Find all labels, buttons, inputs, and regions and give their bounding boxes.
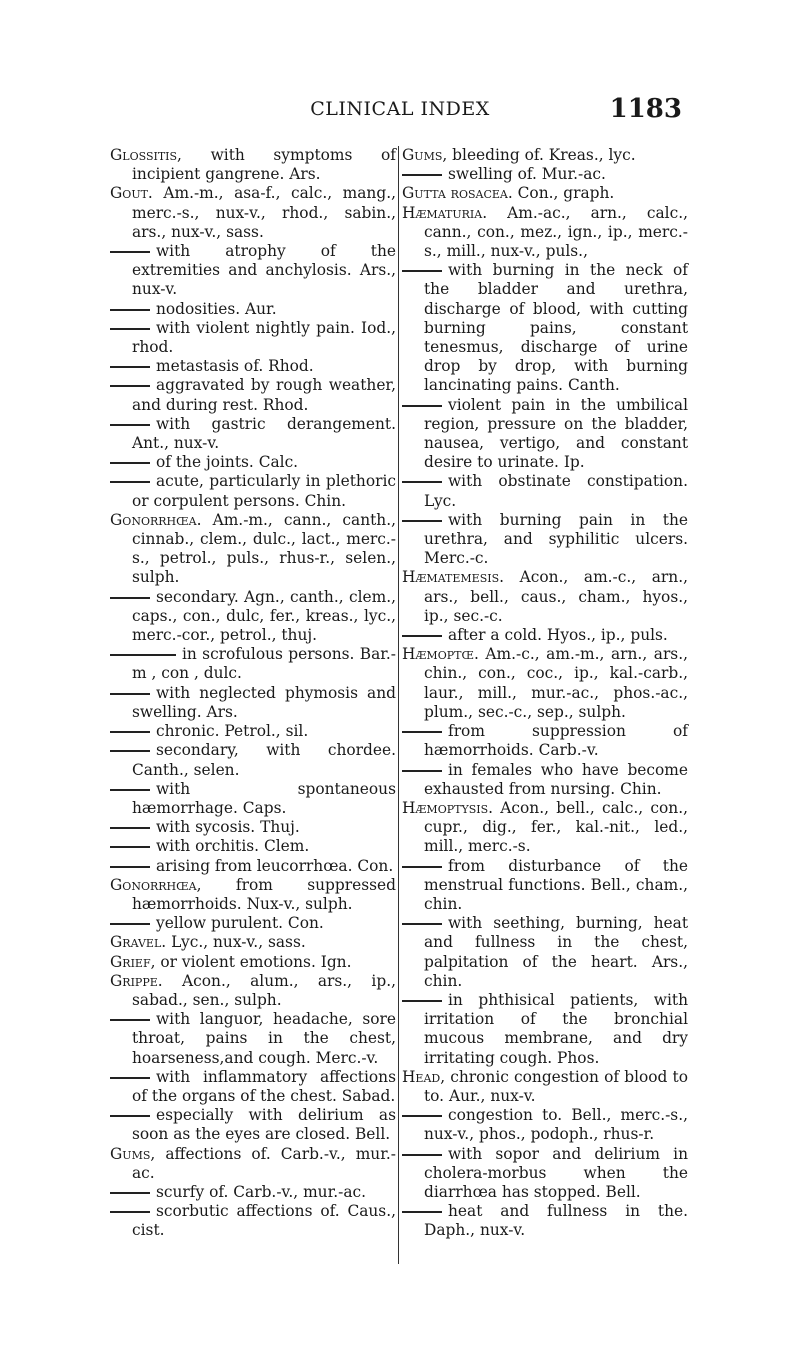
index-subentry — [110, 588, 396, 646]
entry-text: or violent emotions. Ign. — [160, 952, 352, 971]
entry-text: acute, particularly in plethoric or corpulent persons. Chin. — [132, 472, 396, 510]
entry-text: in scrofulous persons. Bar.-m , con , dulc. — [132, 645, 396, 683]
index-subentry — [402, 991, 688, 1068]
ditto-dash — [110, 462, 150, 464]
entry-text: with seething, burning, heat and fullness in the chest, palpitation of the heart. Ars., chin. — [424, 914, 688, 990]
entry-text: with obstinate constipation. Lyc. — [424, 472, 688, 510]
ditto-dash — [402, 635, 442, 637]
entry-text: violent pain in the umbilical region, pressure on the bladder, nausea, vertigo, and constant desire to urinate. Ip. — [424, 395, 688, 472]
ditto-dash — [110, 597, 150, 599]
entry-text: with languor, headache, sore throat, pains in the chest, hoarseness,and cough. Merc.-v. — [132, 1010, 396, 1067]
entry-text: bleeding of. Kreas., lyc. — [452, 146, 636, 164]
ditto-dash — [110, 309, 150, 311]
entry-text: swelling of. Mur.-ac. — [448, 165, 606, 184]
entry-text: metastasis of. Rhod. — [156, 357, 314, 376]
index-subentry — [110, 1010, 396, 1068]
index-entry — [110, 953, 396, 972]
index-entry — [110, 1145, 396, 1183]
ditto-dash — [110, 846, 150, 848]
entry-text: with inflammatory affections of the organs of the chest. Sabad. — [132, 1067, 396, 1105]
ditto-dash — [402, 270, 442, 272]
index-subentry — [110, 1202, 396, 1240]
entry-text: with gastric derangement. Ant., nux-v. — [132, 414, 396, 453]
index-subentry — [110, 415, 396, 453]
index-entry — [110, 184, 396, 242]
entry-text: congestion to. Bell., merc.-s., nux-v., phos., podoph., rhus-r. — [424, 1106, 688, 1144]
index-subentry — [110, 1068, 396, 1106]
ditto-dash — [110, 866, 150, 868]
running-head — [0, 94, 800, 130]
entry-heading: Gums, — [110, 1144, 156, 1163]
index-entry — [110, 876, 396, 914]
index-subentry — [402, 761, 688, 799]
entry-text: Acon., am.-c., arn., ars., bell., caus., cham., hyos., ip., sec.-c. — [424, 568, 688, 625]
entry-text: with symptoms of incipient gangrene. Ars. — [132, 146, 396, 184]
entry-heading: Hæmoptysis. — [402, 798, 494, 817]
ditto-dash — [402, 770, 442, 772]
entry-text: from disturbance of the menstrual functions. Bell., cham., chin. — [424, 856, 688, 913]
index-subentry — [110, 684, 396, 722]
page-number: 1183 — [609, 94, 682, 124]
index-entry — [110, 933, 396, 952]
entry-heading: Gonorrhœa. — [110, 510, 202, 529]
entry-text: arising from leucorrhœa. Con. — [156, 856, 394, 875]
entry-text: nodosities. Aur. — [156, 299, 277, 318]
index-subentry — [110, 1106, 396, 1144]
ditto-dash — [402, 520, 442, 522]
index-subentry — [402, 1106, 688, 1144]
entry-text: with orchitis. Clem. — [156, 837, 310, 856]
index-subentry — [110, 645, 396, 683]
index-subentry — [110, 300, 396, 319]
entry-text: Am.-c., am.-m., arn., ars., chin., con., coc., ip., kal.-carb., laur., mill., mur.-ac., phos.-ac., plum., sec.-c., sep., sulph. — [424, 645, 688, 721]
entry-text: Acon., bell., calc., con., cupr., dig., fer., kal.-nit., led., mill., merc.-s. — [424, 798, 688, 856]
ditto-dash — [110, 654, 176, 656]
ditto-dash — [402, 923, 442, 925]
index-subentry — [402, 1202, 688, 1240]
ditto-dash — [402, 405, 442, 407]
entry-text: with violent nightly pain. Iod., rhod. — [132, 318, 396, 357]
index-entry — [110, 146, 396, 184]
index-subentry — [402, 626, 688, 645]
ditto-dash — [110, 1019, 150, 1021]
entry-text: secondary, with chordee. Canth., selen. — [132, 741, 396, 779]
ditto-dash — [110, 1192, 150, 1194]
index-entry — [110, 511, 396, 588]
entry-heading: Gums, — [402, 146, 448, 164]
entry-text: aggravated by rough weather, and during rest. Rhod. — [132, 376, 396, 414]
ditto-dash — [402, 866, 442, 868]
ditto-dash — [110, 731, 150, 733]
ditto-dash — [110, 481, 150, 483]
entry-text: with sopor and delirium in cholera-morbus when the diarrhœa has stopped. Bell. — [424, 1144, 688, 1201]
ditto-dash — [110, 366, 150, 368]
entry-heading: Hæmatemesis. — [402, 568, 505, 587]
index-entry — [402, 1068, 688, 1106]
entry-text: with sycosis. Thuj. — [156, 818, 300, 837]
entry-text: in females who have become exhausted from nursing. Chin. — [424, 760, 688, 798]
right-column — [402, 146, 688, 1241]
entry-text: secondary. Agn., canth., clem., caps., con., dulc, fer., kreas., lyc., merc.-cor., petrol., thuj. — [132, 587, 396, 645]
entry-text: with burning in the neck of the bladder and urethra, discharge of blood, with cutting burning pains, constant tenesmus, discharge of urine drop by drop, with burning lancinating pains. Canth. — [424, 261, 688, 395]
entry-text: Con., graph. — [517, 184, 615, 203]
index-subentry — [110, 319, 396, 357]
entry-text: chronic congestion of blood to to. Aur., nux-v. — [424, 1067, 688, 1105]
index-subentry — [110, 376, 396, 414]
ditto-dash — [110, 693, 150, 695]
entry-heading: Gout. — [110, 184, 153, 203]
section-title: CLINICAL INDEX — [310, 98, 490, 120]
entry-text: with neglected phymosis and swelling. Ars. — [132, 683, 396, 721]
index-subentry — [402, 1145, 688, 1203]
ditto-dash — [110, 385, 150, 387]
entry-heading: Gutta rosacea. — [402, 184, 513, 203]
index-entry — [110, 972, 396, 1010]
ditto-dash — [402, 1154, 442, 1156]
index-subentry — [110, 780, 396, 818]
ditto-dash — [402, 174, 442, 176]
entry-text: with atrophy of the extremities and anchylosis. Ars., nux-v. — [132, 242, 396, 299]
index-subentry — [110, 453, 396, 472]
entry-heading: Hæmoptœ. — [402, 645, 479, 664]
index-entry — [402, 568, 688, 626]
index-subentry — [402, 857, 688, 915]
ditto-dash — [110, 1077, 150, 1079]
entry-text: Am.-ac., arn., calc., cann., con., mez., ign., ip., merc.-s., mill., nux-v., puls., — [424, 203, 688, 261]
index-subentry — [110, 857, 396, 876]
index-subentry — [402, 914, 688, 991]
index-subentry — [110, 837, 396, 856]
index-subentry — [110, 472, 396, 510]
index-subentry — [402, 261, 688, 395]
index-subentry — [110, 741, 396, 779]
entry-text: scurfy of. Carb.-v., mur.-ac. — [156, 1182, 367, 1201]
index-subentry — [402, 472, 688, 510]
ditto-dash — [110, 750, 150, 752]
ditto-dash — [402, 1211, 442, 1213]
entry-heading: Grief, — [110, 952, 156, 971]
entry-text: with burning pain in the urethra, and syphilitic ulcers. Merc.-c. — [424, 510, 688, 568]
entry-text: chronic. Petrol., sil. — [156, 722, 309, 741]
index-subentry — [110, 357, 396, 376]
ditto-dash — [402, 731, 442, 733]
ditto-dash — [110, 328, 150, 330]
index-subentry — [110, 722, 396, 741]
ditto-dash — [110, 424, 150, 426]
ditto-dash — [402, 1000, 442, 1002]
index-subentry — [110, 1183, 396, 1202]
entry-heading: Head, — [402, 1067, 446, 1086]
ditto-dash — [110, 827, 150, 829]
left-column — [110, 146, 396, 1241]
entry-text: Acon., alum., ars., ip., sabad., sen., sulph. — [132, 971, 396, 1009]
ditto-dash — [110, 1211, 150, 1213]
index-subentry — [110, 914, 396, 933]
entry-text: from suppressed hæmorrhoids. Nux-v., sulph. — [132, 875, 396, 913]
index-subentry — [402, 396, 688, 473]
ditto-dash — [110, 923, 150, 925]
entry-text: scorbutic affections of. Caus., cist. — [132, 1202, 396, 1240]
entry-text: with spontaneous hæmorrhage. Caps. — [132, 779, 396, 817]
ditto-dash — [402, 481, 442, 483]
index-subentry — [110, 818, 396, 837]
ditto-dash — [110, 789, 150, 791]
index-subentry — [402, 722, 688, 760]
entry-text: after a cold. Hyos., ip., puls. — [448, 626, 668, 645]
entry-text: in phthisical patients, with irritation of the bronchial mucous membrane, and dry irritating cough. Phos. — [424, 990, 688, 1067]
entry-heading: Gravel. — [110, 933, 167, 952]
index-entry — [402, 645, 688, 722]
ditto-dash — [110, 1115, 150, 1117]
entry-heading: Gonorrhœa, — [110, 875, 202, 894]
index-entry — [402, 146, 688, 165]
entry-text: affections of. Carb.-v., mur.-ac. — [132, 1144, 396, 1182]
entry-text: Am.-m., cann., canth., cinnab., clem., dulc., lact., merc.-s., petrol., puls., rhus-r., selen., sulph. — [132, 510, 396, 587]
entry-text: Am.-m., asa-f., calc., mang., merc.-s., nux-v., rhod., sabin., ars., nux-v., sass. — [132, 184, 396, 241]
entry-heading: Glossitis, — [110, 146, 182, 164]
entry-text: heat and fullness in the. Daph., nux-v. — [424, 1202, 688, 1240]
index-entry — [402, 799, 688, 857]
ditto-dash — [110, 251, 150, 253]
entry-text: from suppression of hæmorrhoids. Carb.-v. — [424, 722, 688, 760]
column-divider — [398, 146, 399, 1264]
index-subentry — [110, 242, 396, 300]
index-subentry — [402, 165, 688, 184]
entry-text: of the joints. Calc. — [156, 453, 299, 472]
index-entry — [402, 184, 688, 203]
index-entry — [402, 204, 688, 262]
index-subentry — [402, 511, 688, 569]
entry-heading: Grippe. — [110, 971, 163, 990]
entry-text: especially with delirium as soon as the eyes are closed. Bell. — [132, 1106, 396, 1144]
entry-text: Lyc., nux-v., sass. — [171, 933, 306, 952]
ditto-dash — [402, 1115, 442, 1117]
entry-heading: Hæmaturia. — [402, 203, 488, 222]
entry-text: yellow purulent. Con. — [156, 914, 324, 933]
